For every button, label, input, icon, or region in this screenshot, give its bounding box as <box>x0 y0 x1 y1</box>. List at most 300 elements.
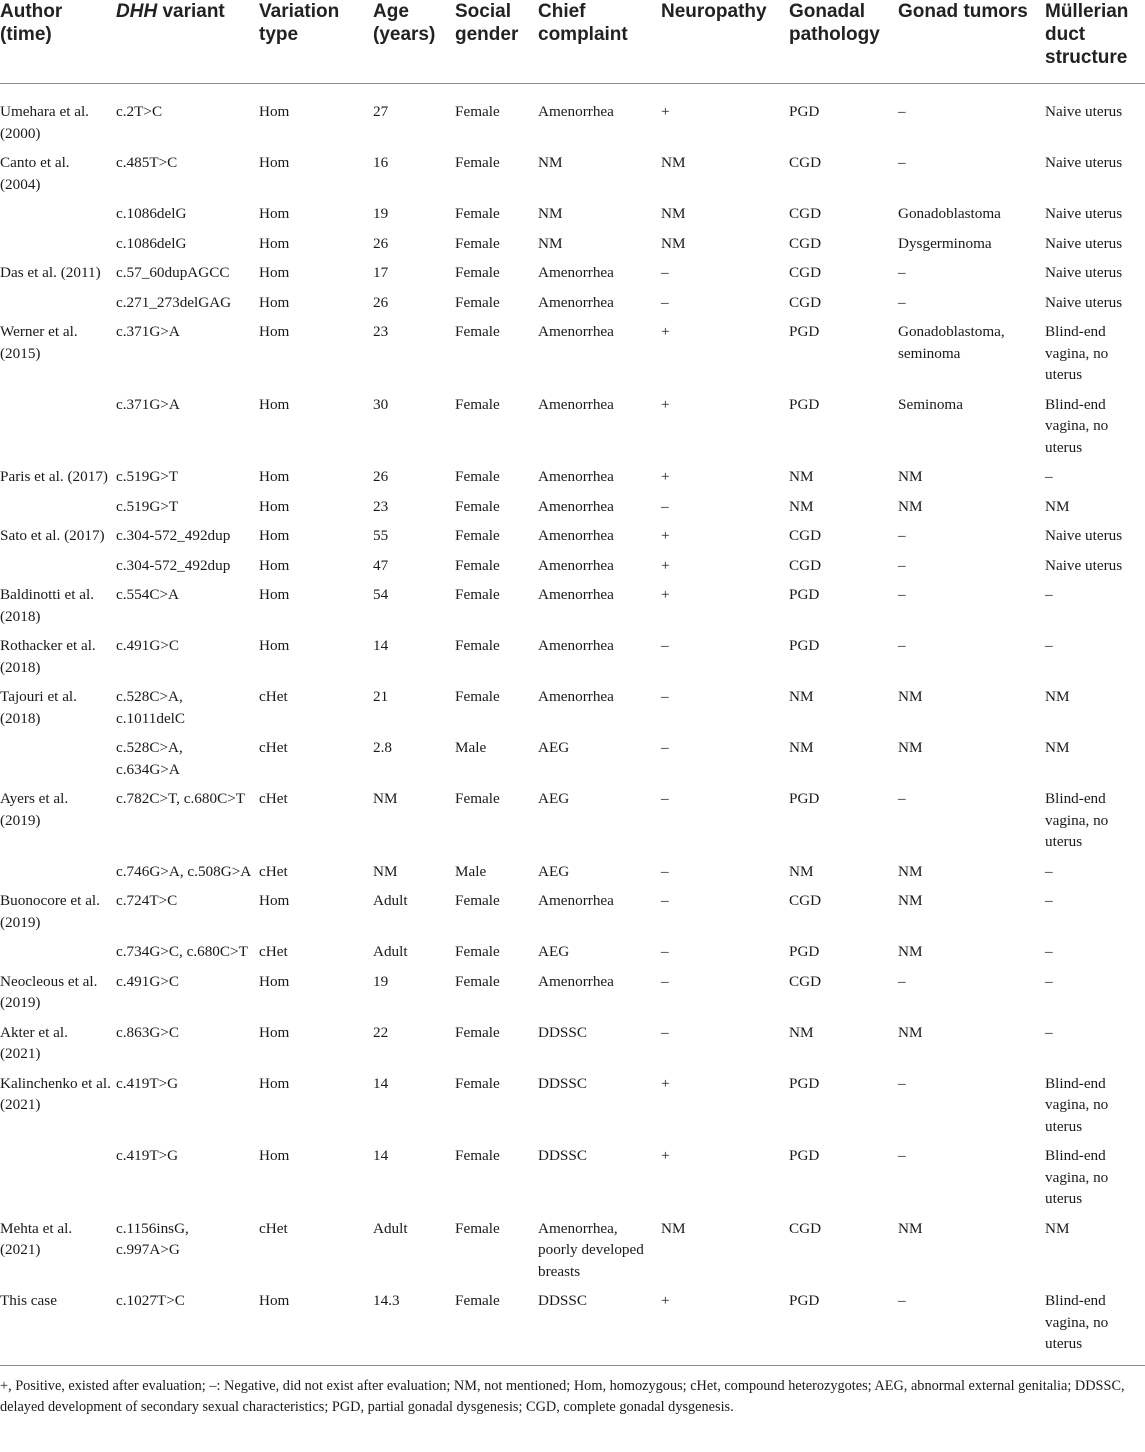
table-cell: – <box>898 1147 906 1164</box>
table-cell: Female <box>455 527 500 544</box>
table-cell: NM <box>898 497 923 515</box>
table-cell: Naive uterus <box>1045 154 1123 171</box>
table-row <box>0 84 1145 145</box>
table-cell: – <box>898 637 906 654</box>
table-cell: Buonocore et al. (2019) <box>0 892 100 931</box>
table-cell: c.746G>A, c.508G>A <box>116 862 252 880</box>
table-cell: 22 <box>373 1023 389 1041</box>
table-cell: c.863G>C <box>116 1023 179 1041</box>
table-cell: + <box>661 103 670 120</box>
table-cell: Female <box>455 103 500 120</box>
table-cell: NM <box>789 862 814 880</box>
table-cell: Female <box>455 586 500 603</box>
table-cell: c.782C>T, c.680C>T <box>116 790 246 807</box>
table-cell: – <box>898 556 906 574</box>
table-cell: Hom <box>259 1023 290 1041</box>
table-row <box>0 284 1145 314</box>
table-cell: Adult <box>373 943 408 960</box>
table-row <box>0 547 1145 577</box>
table-cell: NM <box>789 739 814 756</box>
table-cell: NM <box>898 892 923 909</box>
column-header: Gonadal pathology <box>789 0 898 84</box>
table-cell: AEG <box>538 739 570 756</box>
table-cell: Seminoma <box>898 395 963 413</box>
table-cell: c.2T>C <box>116 103 163 120</box>
column-header: Age (years) <box>373 0 455 84</box>
table-row <box>0 386 1145 459</box>
table-cell: Naive uterus <box>1045 264 1123 281</box>
table-cell: Female <box>455 497 500 515</box>
table-cell: Amenorrhea <box>538 688 614 705</box>
table-cell: – <box>661 739 669 756</box>
table-cell: Gonadoblastoma <box>898 205 1001 222</box>
table-cell: 26 <box>373 293 389 311</box>
table-cell: NM <box>661 1219 686 1237</box>
table-cell: 30 <box>373 395 389 413</box>
table-cell: Neocleous et al. (2019) <box>0 972 98 1011</box>
table-cell: + <box>661 1147 670 1164</box>
table-cell: NM <box>373 790 398 807</box>
table-cell: Tajouri et al. (2018) <box>0 688 77 727</box>
table-cell: c.1156insG, c.997A>G <box>116 1219 189 1258</box>
table-cell: c.554C>A <box>116 586 179 603</box>
table-row <box>0 882 1145 933</box>
table-cell: Female <box>455 323 500 340</box>
table-cell: 26 <box>373 468 389 485</box>
table-cell: c.304-572_492dup <box>116 556 231 574</box>
table-cell: Amenorrhea <box>538 556 614 574</box>
table-cell <box>0 488 116 518</box>
table-cell: CGD <box>789 293 822 311</box>
table-cell: Amenorrhea <box>538 293 614 311</box>
table-cell: Rothacker et al. (2018) <box>0 637 96 676</box>
table-row <box>0 576 1145 627</box>
table-cell: PGD <box>789 790 820 807</box>
table-cell: Blind-end vagina, no uterus <box>1045 790 1109 850</box>
table-footnote: +, Positive, existed after evaluation; –: Negative, did not exist after evaluation; NM, not mentioned; Hom, homozygous; cHet, compound heterozygotes; AEG, abnormal external genitalia; DDSSC, delayed development of secondary sexual characteristics; PGD, partial gonadal dysgenesis; CGD, complete gonadal dysgenesis. <box>0 1365 1145 1419</box>
table-cell: 27 <box>373 103 389 120</box>
table-cell: Hom <box>259 497 290 515</box>
table-row <box>0 729 1145 780</box>
table-cell: Amenorrhea <box>538 395 614 413</box>
table-cell: + <box>661 395 670 413</box>
column-header: Chief complaint <box>538 0 661 84</box>
table-cell: Naive uterus <box>1045 556 1123 574</box>
table-cell: Female <box>455 154 500 171</box>
table-cell: NM <box>898 862 923 880</box>
table-body <box>0 84 1145 1365</box>
table-cell: CGD <box>789 234 822 252</box>
table-cell: Werner et al. (2015) <box>0 323 78 362</box>
table-cell: Hom <box>259 1074 290 1092</box>
table-cell: NM <box>898 468 923 485</box>
table-cell: cHet <box>259 688 288 705</box>
table-cell: cHet <box>259 862 288 880</box>
table-cell: Amenorrhea <box>538 497 614 515</box>
table-cell: PGD <box>789 1292 820 1309</box>
table-cell: c.528C>A, c.1011delC <box>116 688 186 727</box>
table-cell: NM <box>538 205 563 222</box>
table-cell: DDSSC <box>538 1292 587 1309</box>
table-cell: Kalinchenko et al. (2021) <box>0 1074 111 1113</box>
table-cell: Ayers et al. (2019) <box>0 790 69 829</box>
table-cell: Hom <box>259 637 290 654</box>
table-cell: NM <box>898 1023 923 1041</box>
table-cell: CGD <box>789 892 822 909</box>
table-cell: c.419T>G <box>116 1147 179 1164</box>
table-cell: CGD <box>789 264 822 281</box>
table-cell: Hom <box>259 527 290 544</box>
table-cell: Hom <box>259 1292 290 1309</box>
table-cell: Hom <box>259 264 290 281</box>
table-cell: Female <box>455 892 500 909</box>
table-cell: c.491G>C <box>116 637 179 654</box>
table-cell: 19 <box>373 205 389 222</box>
table-cell: 23 <box>373 323 389 340</box>
table-cell: c.1027T>C <box>116 1292 185 1309</box>
table-cell: c.304-572_492dup <box>116 527 231 544</box>
column-header: Variation type <box>259 0 373 84</box>
table-cell: Naive uterus <box>1045 527 1123 544</box>
table-cell: PGD <box>789 323 820 340</box>
table-cell: Hom <box>259 205 290 222</box>
table-cell <box>0 225 116 255</box>
table-cell: + <box>661 1292 670 1309</box>
table-cell: NM <box>789 1023 814 1041</box>
table-row <box>0 195 1145 225</box>
table-cell: 16 <box>373 154 389 171</box>
table-cell: c.734G>C, c.680C>T <box>116 943 248 960</box>
table-cell: Amenorrhea <box>538 264 614 281</box>
table-cell: cHet <box>259 1219 288 1237</box>
table-cell <box>0 195 116 225</box>
table-cell: Female <box>455 1292 500 1309</box>
table-cell: Sato et al. (2017) <box>0 527 105 544</box>
table-cell: CGD <box>789 556 822 574</box>
table-cell: Female <box>455 1219 500 1237</box>
table-cell: Hom <box>259 323 290 340</box>
table-cell: PGD <box>789 103 820 120</box>
table-cell: AEG <box>538 790 570 807</box>
table-cell: Paris et al. (2017) <box>0 468 108 485</box>
table-cell: – <box>661 943 669 960</box>
table-cell: c.724T>C <box>116 892 178 909</box>
table-cell: NM <box>789 468 814 485</box>
table-cell: Amenorrhea <box>538 103 614 120</box>
table-cell: Das et al. (2011) <box>0 264 101 281</box>
table-cell: PGD <box>789 637 820 654</box>
table-cell: Female <box>455 293 500 311</box>
table-cell: c.271_273delGAG <box>116 293 232 311</box>
table-cell: + <box>661 556 670 574</box>
table-cell <box>0 284 116 314</box>
table-cell: + <box>661 586 670 603</box>
table-row <box>0 933 1145 963</box>
table-cell: Blind-end vagina, no uterus <box>1045 323 1109 383</box>
table-cell: NM <box>661 205 686 222</box>
table-cell: NM <box>898 943 923 960</box>
table-cell: Female <box>455 395 500 413</box>
table-cell: – <box>898 293 906 311</box>
table-cell: – <box>661 637 669 654</box>
table-cell: – <box>1045 972 1053 990</box>
table-cell <box>0 729 116 780</box>
table-row <box>0 458 1145 488</box>
table-cell: Female <box>455 234 500 252</box>
table-cell: – <box>1045 586 1053 603</box>
table-cell: NM <box>789 497 814 515</box>
column-header: Gonad tumors <box>898 0 1045 84</box>
table-cell: NM <box>898 1219 923 1237</box>
table-cell: c.371G>A <box>116 395 180 413</box>
table-cell <box>0 933 116 963</box>
table-cell <box>0 1137 116 1210</box>
table-cell: + <box>661 468 670 485</box>
table-cell: Akter et al. (2021) <box>0 1023 68 1062</box>
table-cell: NM <box>661 154 686 171</box>
table-cell: c.519G>T <box>116 497 179 515</box>
table-cell: + <box>661 527 670 544</box>
table-cell: Amenorrhea <box>538 323 614 340</box>
table-cell: – <box>661 293 669 311</box>
table-cell: Blind-end vagina, no uterus <box>1045 1074 1109 1135</box>
table-cell: Adult <box>373 1219 408 1237</box>
column-header: DHH variant <box>116 0 259 84</box>
table-cell: 2.8 <box>373 739 392 756</box>
table-cell: PGD <box>789 1147 820 1164</box>
table-cell: 26 <box>373 234 389 252</box>
column-header: Author (time) <box>0 0 116 84</box>
table-row <box>0 963 1145 1014</box>
table-cell: Female <box>455 688 500 705</box>
column-header: Social gender <box>455 0 538 84</box>
table-cell: – <box>1045 637 1053 654</box>
table-cell <box>0 386 116 459</box>
table-cell: c.519G>T <box>116 468 179 485</box>
table-cell: + <box>661 323 670 340</box>
table-cell: – <box>898 264 906 281</box>
table-cell: – <box>661 1023 669 1041</box>
table-cell: 14.3 <box>373 1292 400 1309</box>
table-cell: Canto et al. (2004) <box>0 154 70 193</box>
table-cell: 47 <box>373 556 389 574</box>
table-cell: CGD <box>789 1219 822 1237</box>
table-cell: – <box>661 497 669 515</box>
table-cell: NM <box>538 234 563 252</box>
table-cell: Dysgerminoma <box>898 234 992 252</box>
table-cell: 54 <box>373 586 389 603</box>
table-cell: Female <box>455 556 500 574</box>
table-cell: 19 <box>373 972 389 990</box>
table-cell: Female <box>455 637 500 654</box>
table-cell: – <box>898 154 906 171</box>
table-row <box>0 1014 1145 1065</box>
table-cell: Amenorrhea <box>538 972 614 990</box>
table-cell: NM <box>1045 1219 1070 1237</box>
table-row <box>0 627 1145 678</box>
table-cell: Amenorrhea <box>538 468 614 485</box>
table-cell: c.1086delG <box>116 234 187 252</box>
table-cell: c.57_60dupAGCC <box>116 264 230 281</box>
table-cell: cHet <box>259 943 288 960</box>
table-cell: Mehta et al. (2021) <box>0 1219 73 1258</box>
table-cell: + <box>661 1074 670 1092</box>
table-cell: NM <box>538 154 563 171</box>
table-cell: c.485T>C <box>116 154 178 171</box>
table-row <box>0 225 1145 255</box>
table-cell: Naive uterus <box>1045 293 1123 311</box>
table-cell: Naive uterus <box>1045 205 1123 222</box>
table-cell: 17 <box>373 264 389 281</box>
table-cell: – <box>1045 892 1053 909</box>
table-cell: – <box>1045 1023 1053 1041</box>
table-cell: Hom <box>259 1147 290 1164</box>
table-cell: Blind-end vagina, no uterus <box>1045 1147 1109 1207</box>
table-cell: Female <box>455 1074 500 1092</box>
table-cell: c.1086delG <box>116 205 187 222</box>
table-cell: Hom <box>259 293 290 311</box>
table-cell: – <box>1045 468 1053 485</box>
table-row <box>0 1137 1145 1210</box>
table-cell: – <box>898 1074 906 1092</box>
table-cell: cHet <box>259 739 288 756</box>
table-cell: Amenorrhea, poorly developed breasts <box>538 1219 644 1280</box>
table-cell: CGD <box>789 527 822 544</box>
table-cell: Amenorrhea <box>538 586 614 603</box>
table-cell: c.528C>A, c.634G>A <box>116 739 183 778</box>
table-cell: – <box>1045 862 1053 880</box>
table-cell: 55 <box>373 527 389 544</box>
table-cell: 23 <box>373 497 389 515</box>
table-cell: – <box>898 790 906 807</box>
table-cell: Hom <box>259 154 290 171</box>
table-cell: – <box>898 1292 906 1309</box>
table-cell: PGD <box>789 586 820 603</box>
table-cell: Hom <box>259 556 290 574</box>
table-cell: 14 <box>373 1074 389 1092</box>
table-cell: NM <box>1045 739 1070 756</box>
table-cell: Gonadoblastoma, seminoma <box>898 323 1005 362</box>
table-cell: This case <box>0 1292 57 1309</box>
table-row <box>0 1065 1145 1138</box>
table-cell: – <box>661 688 669 705</box>
table-cell: Female <box>455 790 500 807</box>
table-cell: Umehara et al. (2000) <box>0 103 89 142</box>
table-cell: c.491G>C <box>116 972 179 990</box>
table-cell: Amenorrhea <box>538 637 614 654</box>
table-cell: Hom <box>259 395 290 413</box>
table-cell: Female <box>455 1023 500 1041</box>
table-cell: AEG <box>538 862 570 880</box>
header-row <box>0 0 1145 84</box>
table-cell: – <box>661 790 669 807</box>
table-cell: – <box>661 972 669 990</box>
table-cell: – <box>898 527 906 544</box>
table-cell: PGD <box>789 395 820 413</box>
table-cell: Female <box>455 468 500 485</box>
table-cell: Female <box>455 1147 500 1164</box>
table-cell: Female <box>455 972 500 990</box>
table-cell: AEG <box>538 943 570 960</box>
table-cell: DDSSC <box>538 1023 587 1041</box>
table-cell: Blind-end vagina, no uterus <box>1045 395 1109 456</box>
table-cell: Hom <box>259 892 290 909</box>
table-cell: Female <box>455 943 500 960</box>
table-cell: NM <box>661 234 686 252</box>
column-header: Neuropathy <box>661 0 789 84</box>
table-row <box>0 144 1145 195</box>
table-row <box>0 1282 1145 1365</box>
table-cell: Hom <box>259 234 290 252</box>
table-row <box>0 780 1145 853</box>
table-cell: Blind-end vagina, no uterus <box>1045 1292 1109 1352</box>
table-row <box>0 853 1145 883</box>
table-row <box>0 254 1145 284</box>
table-cell: c.371G>A <box>116 323 180 340</box>
table-cell: PGD <box>789 1074 820 1092</box>
table-cell: NM <box>1045 688 1070 705</box>
table-cell: Amenorrhea <box>538 527 614 544</box>
table-cell: DDSSC <box>538 1074 587 1092</box>
table-cell: Adult <box>373 892 408 909</box>
table-cell: c.419T>G <box>116 1074 179 1092</box>
column-header: Müllerian duct structure <box>1045 0 1145 84</box>
table-cell: Naive uterus <box>1045 234 1123 252</box>
table-cell: – <box>661 892 669 909</box>
table-cell <box>0 853 116 883</box>
table-cell: – <box>661 264 669 281</box>
table-row <box>0 488 1145 518</box>
table-cell: Hom <box>259 103 290 120</box>
table-cell: CGD <box>789 154 822 171</box>
table-cell: – <box>898 972 906 990</box>
table-cell: CGD <box>789 972 822 990</box>
table-cell: Male <box>455 739 487 756</box>
table-row <box>0 313 1145 386</box>
table-cell: Baldinotti et al. (2018) <box>0 586 95 625</box>
table-cell: Female <box>455 205 500 222</box>
table-cell: CGD <box>789 205 822 222</box>
table-cell: Amenorrhea <box>538 892 614 909</box>
table-cell: NM <box>789 688 814 705</box>
table-cell: Naive uterus <box>1045 103 1123 120</box>
table-cell: DDSSC <box>538 1147 587 1164</box>
table-cell: NM <box>373 862 398 880</box>
table-cell: – <box>661 862 669 880</box>
table-cell: 14 <box>373 1147 389 1164</box>
table-cell: NM <box>1045 497 1070 515</box>
table-row <box>0 678 1145 729</box>
table-cell: 21 <box>373 688 389 705</box>
table-header <box>0 0 1145 84</box>
table-cell: Hom <box>259 586 290 603</box>
table-cell: – <box>898 103 906 120</box>
table-cell: cHet <box>259 790 288 807</box>
table-cell: Male <box>455 862 487 880</box>
table-row <box>0 1210 1145 1283</box>
table-cell: Hom <box>259 468 290 485</box>
table-cell <box>0 547 116 577</box>
table-cell: NM <box>898 688 923 705</box>
table-cell: – <box>898 586 906 603</box>
table-cell: – <box>1045 943 1053 960</box>
table-cell: Hom <box>259 972 290 990</box>
table-row <box>0 517 1145 547</box>
table-cell: NM <box>898 739 923 756</box>
table-cell: 14 <box>373 637 389 654</box>
table-cell: Female <box>455 264 500 281</box>
table-cell: PGD <box>789 943 820 960</box>
